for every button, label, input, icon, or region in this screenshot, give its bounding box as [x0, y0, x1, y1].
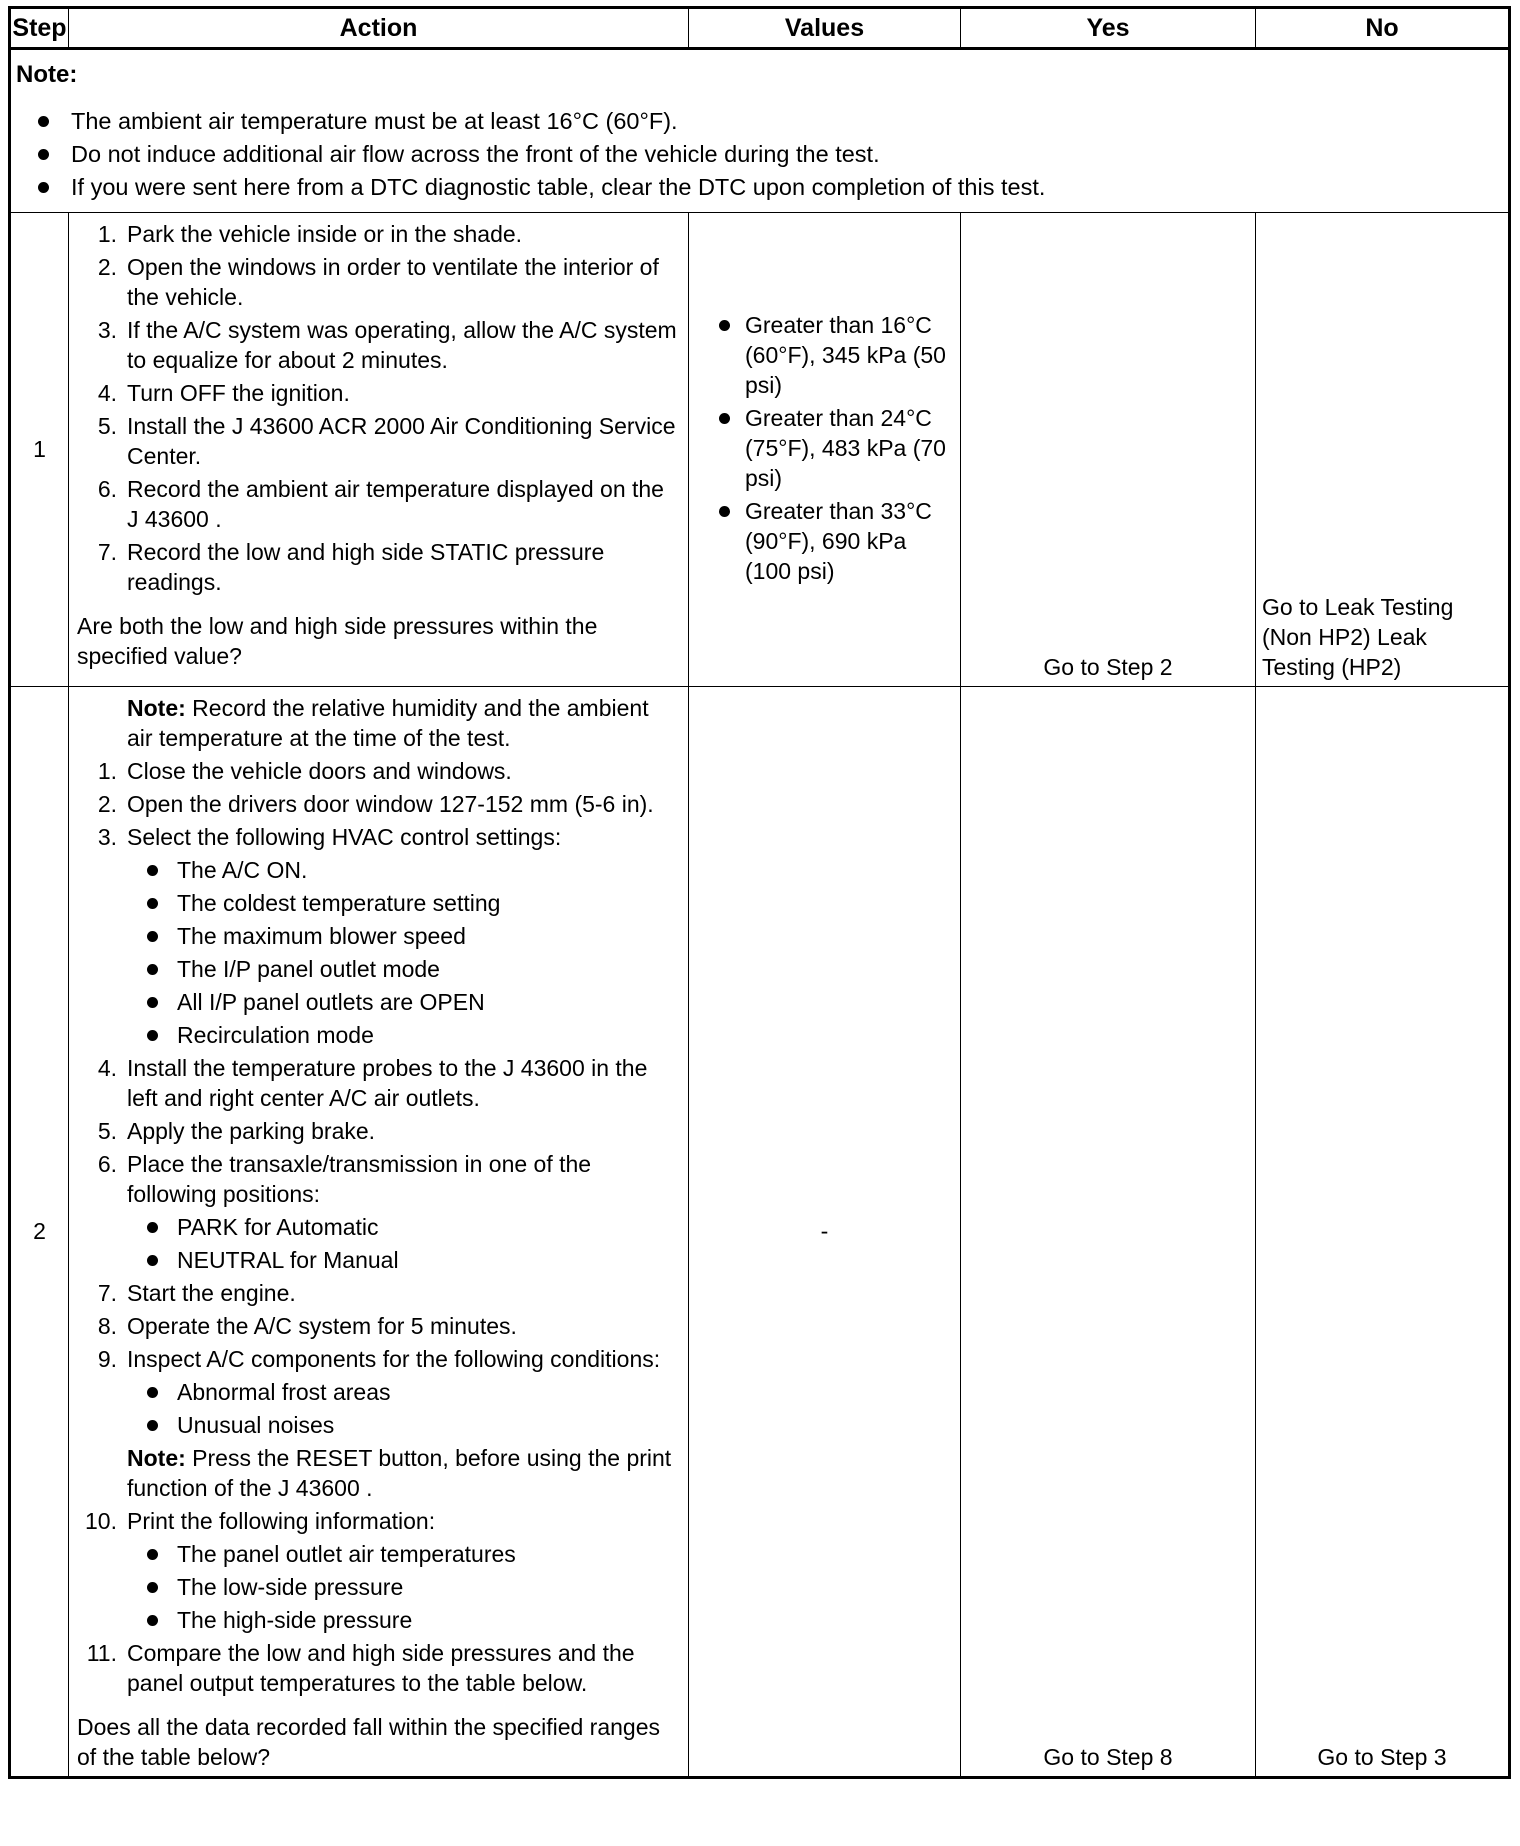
list-item: 6. Record the ambient air temperature displayed on the J 43600 .	[97, 476, 664, 532]
step-2-note: Note: Record the relative humidity and the ambient air temperature at the time of the test.	[127, 695, 649, 751]
step-1-yes: Go to Step 2	[961, 213, 1256, 687]
value-item: Greater than 33°C (90°F), 690 kPa (100 psi)	[695, 496, 954, 586]
list-item: 9. Inspect A/C components for the following conditions: Abnormal frost areas Unusual noises	[77, 1344, 680, 1440]
step-1-list	[77, 219, 680, 597]
list-item: 4. Turn OFF the ignition.	[97, 380, 350, 406]
list-item: 11. Compare the low and high side pressures and the panel output temperatures to the table below.	[86, 1640, 635, 1696]
sub-item: The low-side pressure	[127, 1572, 680, 1602]
sub-item: Abnormal frost areas	[127, 1377, 680, 1407]
values-list	[695, 310, 954, 586]
sub-item: Unusual noises	[127, 1410, 680, 1440]
step-2-yes: Go to Step 8	[961, 687, 1256, 1778]
sub-list	[127, 1539, 680, 1635]
header-values: Values	[689, 8, 961, 49]
sub-item: NEUTRAL for Manual	[127, 1245, 680, 1275]
sub-item: PARK for Automatic	[127, 1212, 680, 1242]
step-2-row	[10, 687, 1510, 1778]
header-yes: Yes	[961, 8, 1256, 49]
note-item: The ambient air temperature must be at least 16°C (60°F).	[16, 105, 1503, 138]
list-item: 8. Operate the A/C system for 5 minutes.	[97, 1313, 517, 1339]
header-step: Step	[10, 8, 69, 49]
note-item: If you were sent here from a DTC diagnostic table, clear the DTC upon completion of this test.	[16, 171, 1503, 204]
step-2-number: 2	[10, 687, 69, 1778]
value-item: Greater than 24°C (75°F), 483 kPa (70 psi)	[695, 403, 954, 493]
value-item: Greater than 16°C (60°F), 345 kPa (50 psi)	[695, 310, 954, 400]
list-item: 1. Park the vehicle inside or in the shade.	[97, 221, 523, 247]
list-item: 7. Record the low and high side STATIC pressure readings.	[97, 539, 605, 595]
list-item: 6. Place the transaxle/transmission in one of the following positions: PARK for Automatic NEUTRAL for Manual	[77, 1149, 680, 1275]
step-2-action	[69, 687, 689, 1778]
sub-item: The coldest temperature setting	[127, 888, 680, 918]
header-no: No	[1256, 8, 1510, 49]
sub-list	[127, 855, 680, 1050]
step-2-values: -	[689, 687, 961, 1778]
list-item: 3. If the A/C system was operating, allow the A/C system to equalize for about 2 minutes.	[97, 317, 677, 373]
diagnostic-table-wrapper	[8, 6, 1511, 1779]
step-1-values	[689, 213, 961, 687]
note-item: Do not induce additional air flow across the front of the vehicle during the test.	[16, 138, 1503, 171]
note-title: Note:	[16, 61, 78, 88]
step-2-question: Does all the data recorded fall within the specified ranges of the table below?	[77, 1714, 661, 1770]
note-cell	[10, 49, 1510, 213]
header-action: Action	[69, 8, 689, 49]
sub-item: The high-side pressure	[127, 1605, 680, 1635]
sub-list	[127, 1377, 680, 1440]
list-item: 5. Install the J 43600 ACR 2000 Air Conditioning Service Center.	[97, 413, 676, 469]
sub-item: The maximum blower speed	[127, 921, 680, 951]
step-2-note-reset: Note: Press the RESET button, before using the print function of the J 43600 .	[127, 1445, 672, 1501]
sub-item: Recirculation mode	[127, 1020, 680, 1050]
step-2-list	[77, 693, 680, 1698]
note-row	[10, 49, 1510, 213]
note-list	[16, 105, 1503, 204]
step-1-row	[10, 213, 1510, 687]
header-row	[10, 8, 1510, 49]
list-item: 7. Start the engine.	[97, 1280, 296, 1306]
list-item: 2. Open the windows in order to ventilate the interior of the vehicle.	[97, 254, 659, 310]
diagnostic-table	[8, 6, 1511, 1779]
list-item: 2. Open the drivers door window 127-152 mm (5-6 in).	[97, 791, 654, 817]
sub-item: The panel outlet air temperatures	[127, 1539, 680, 1569]
list-item: 3. Select the following HVAC control settings: The A/C ON. The coldest temperature setting The maximum blower speed The I/P panel outlet mode All I/P panel outlets are OPEN Recirculation mode	[77, 822, 680, 1050]
step-2-no: Go to Step 3	[1256, 687, 1510, 1778]
sub-item: The A/C ON.	[127, 855, 680, 885]
list-item: 1. Close the vehicle doors and windows.	[97, 758, 512, 784]
sub-item: All I/P panel outlets are OPEN	[127, 987, 680, 1017]
step-1-number: 1	[10, 213, 69, 687]
list-item: 4. Install the temperature probes to the J 43600 in the left and right center A/C air outlets.	[97, 1055, 648, 1111]
list-item: 10. Print the following information: The panel outlet air temperatures The low-side pressure The high-side pressure	[77, 1506, 680, 1635]
step-1-question: Are both the low and high side pressures within the specified value?	[77, 613, 598, 669]
step-1-action	[69, 213, 689, 687]
sub-list	[127, 1212, 680, 1275]
step-1-no: Go to Leak Testing (Non HP2) Leak Testing (HP2)	[1256, 213, 1510, 687]
sub-item: The I/P panel outlet mode	[127, 954, 680, 984]
list-item: 5. Apply the parking brake.	[97, 1118, 376, 1144]
